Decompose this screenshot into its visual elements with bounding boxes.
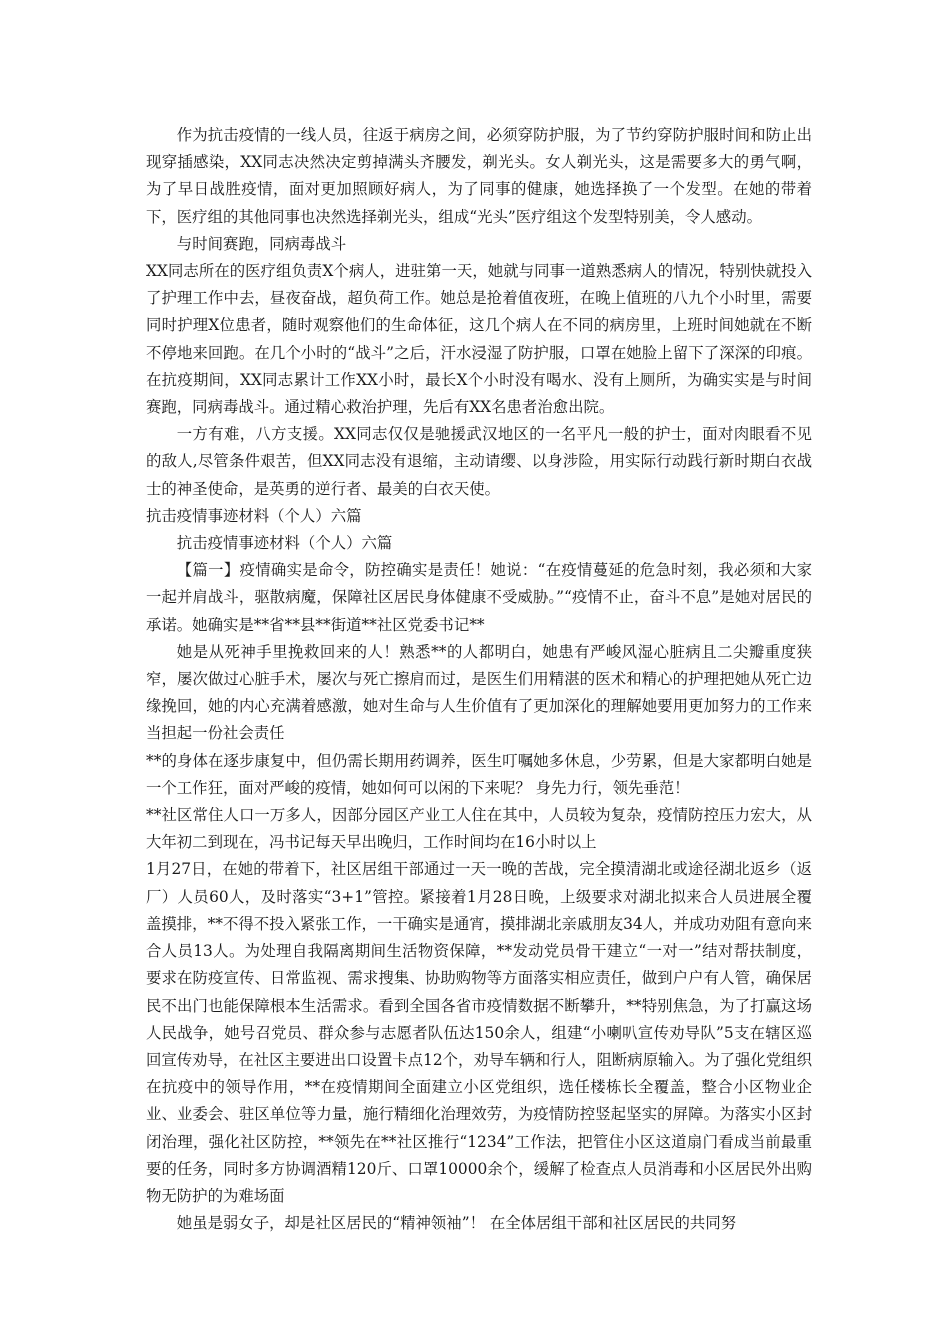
- paragraph-community-population: **社区常住人口一万多人，因部分园区产业工人住在其中，人员较为复杂，疫情防控压力宏大，从大年初二到现在，冯书记每天早出晚归，工作时间均在16小时以上: [146, 806, 812, 852]
- paragraph-shaved-head: 作为抗击疫情的一线人员，往返于病房之间，必须穿防护服，为了节约穿防护服时间和防止出现穿插感染，XX同志决然决定剪掉满头齐腰发，剃光头。女人剃光头，这是需要多大的勇气啊，为了早日战胜疫情，面对更加照顾好病人，为了同事的健康，她选择换了一个发型。在她的带着下，医疗组的其他同事也决然选择剃光头，组成“光头”医疗组这个发型特别美，令人感动。: [146, 126, 812, 226]
- paragraph-night-shifts: XX同志所在的医疗组负责X个病人，进驻第一天，她就与同事一道熟悉病人的情况，特别快就投入了护理工作中去，昼夜奋战，超负荷工作。她总是抢着值夜班，在晚上值班的八九个小时里，需要同时护理X位患者，随时观察他们的生命体征，这几个病人在不同的病房里，上班时间她就在不断不停地来回跑。在几个小时的“战斗”之后，汗水浸湿了防护服，口罩在她脸上留下了深深的印痕。在抗疫期间，XX同志累计工作XX小时，最长X个小时没有喝水、没有上厕所，为确实实是与时间赛跑，同病毒战斗。通过精心救治护理，先后有XX名患者治愈出院。: [146, 262, 812, 417]
- paragraph-january-actions: 1月27日，在她的带着下，社区居组干部通过一天一晚的苦战，完全摸清湖北或途径湖北返乡（返厂）人员60人，及时落实“3+1”管控。紧接着1月28日晚，上级要求对湖北拟来合人员进展全覆盖摸排，**不得不投入紧张工作，一干确实是通宵，摸排湖北亲戚朋友34人，并成功劝阻有意向来合人员13人。为处理自我隔离期间生活物资保障，**发动党员骨干建立“一对一”结对帮扶制度，要求在防疫宣传、日常监视、需求搜集、协助购物等方面落实相应责任，做到户户有人管，确保居民不出门也能保障根本生活需求。看到全国各省市疫情数据不断攀升，**特别焦急，为了打赢这场人民战争，她号召党员、群众参与志愿者队伍达150余人，组建“小喇叭宣传劝导队”5支在辖区巡回宣传劝导，在社区主要进出口设置卡点12个，劝导车辆和行人，阻断病原输入。为了强化党组织在抗疫中的领导作用，**在疫情期间全面建立小区党组织，选任楼栋长全覆盖，整合小区物业企业、业委会、驻区单位等力量，施行精细化治理效劳，为疫情防控竖起坚实的屏障。为落实小区封闭治理，强化社区防控，**领先在**社区推行“1234”工作法，把管住小区这道扇门看成当前最重要的任务，同时多方协调酒精120斤、口罩10000余个，缓解了检查点人员消毒和小区居民外出购物无防护的为难场面: [146, 860, 812, 1205]
- paragraph-spiritual-leader: 她虽是弱女子，却是社区居民的“精神领袖”！ 在全体居组干部和社区居民的共同努: [176, 1214, 737, 1233]
- document-body: [146, 122, 812, 1237]
- paragraph-support-from-all: 一方有难，八方支援。XX同志仅仅是驰援武汉地区的一名平凡一般的护士，面对肉眼看不见的敌人,尽管条件艰苦，但XX同志没有退缩，主动请缨、以身涉险，用实际行动践行新时期白衣战士的神圣使命，是英勇的逆行者、最美的白衣天使。: [146, 425, 812, 498]
- paragraph-part-one-intro: 【篇一】疫情确实是命令，防控确实是责任！她说：“在疫情蔓延的危急时刻，我必须和大家一起并肩战斗，驱散病魔，保障社区居民身体健康不受威胁。”“疫情不止，奋斗不息”是她对居民的承诺。她确实是**省**县**街道**社区党委书记**: [146, 561, 812, 634]
- document-subtitle: 抗击疫情事迹材料（个人）六篇: [176, 534, 393, 553]
- paragraph-recovery: **的身体在逐步康复中，但仍需长期用药调养，医生叮嘱她多休息，少劳累，但是大家都明白她是一个工作狂，面对严峻的疫情，她如何可以闲的下来呢？ 身先力行，领先垂范！: [146, 751, 812, 797]
- paragraph-saved-from-death: 她是从死神手里挽救回来的人！熟悉**的人都明白，她患有严峻风湿心脏病且二尖瓣重度狭窄，屡次做过心脏手术，屡次与死亡擦肩而过，是医生们用精湛的医术和精心的护理把她从死亡边缘挽回，她的内心充满着感激，她对生命与人生价值有了更加深化的理解她要用更加努力的工作来当担起一份社会责任: [146, 642, 812, 743]
- subheading-race-against-time: 与时间赛跑，同病毒战斗: [176, 234, 347, 253]
- document-title: 抗击疫情事迹材料（个人）六篇: [146, 506, 362, 525]
